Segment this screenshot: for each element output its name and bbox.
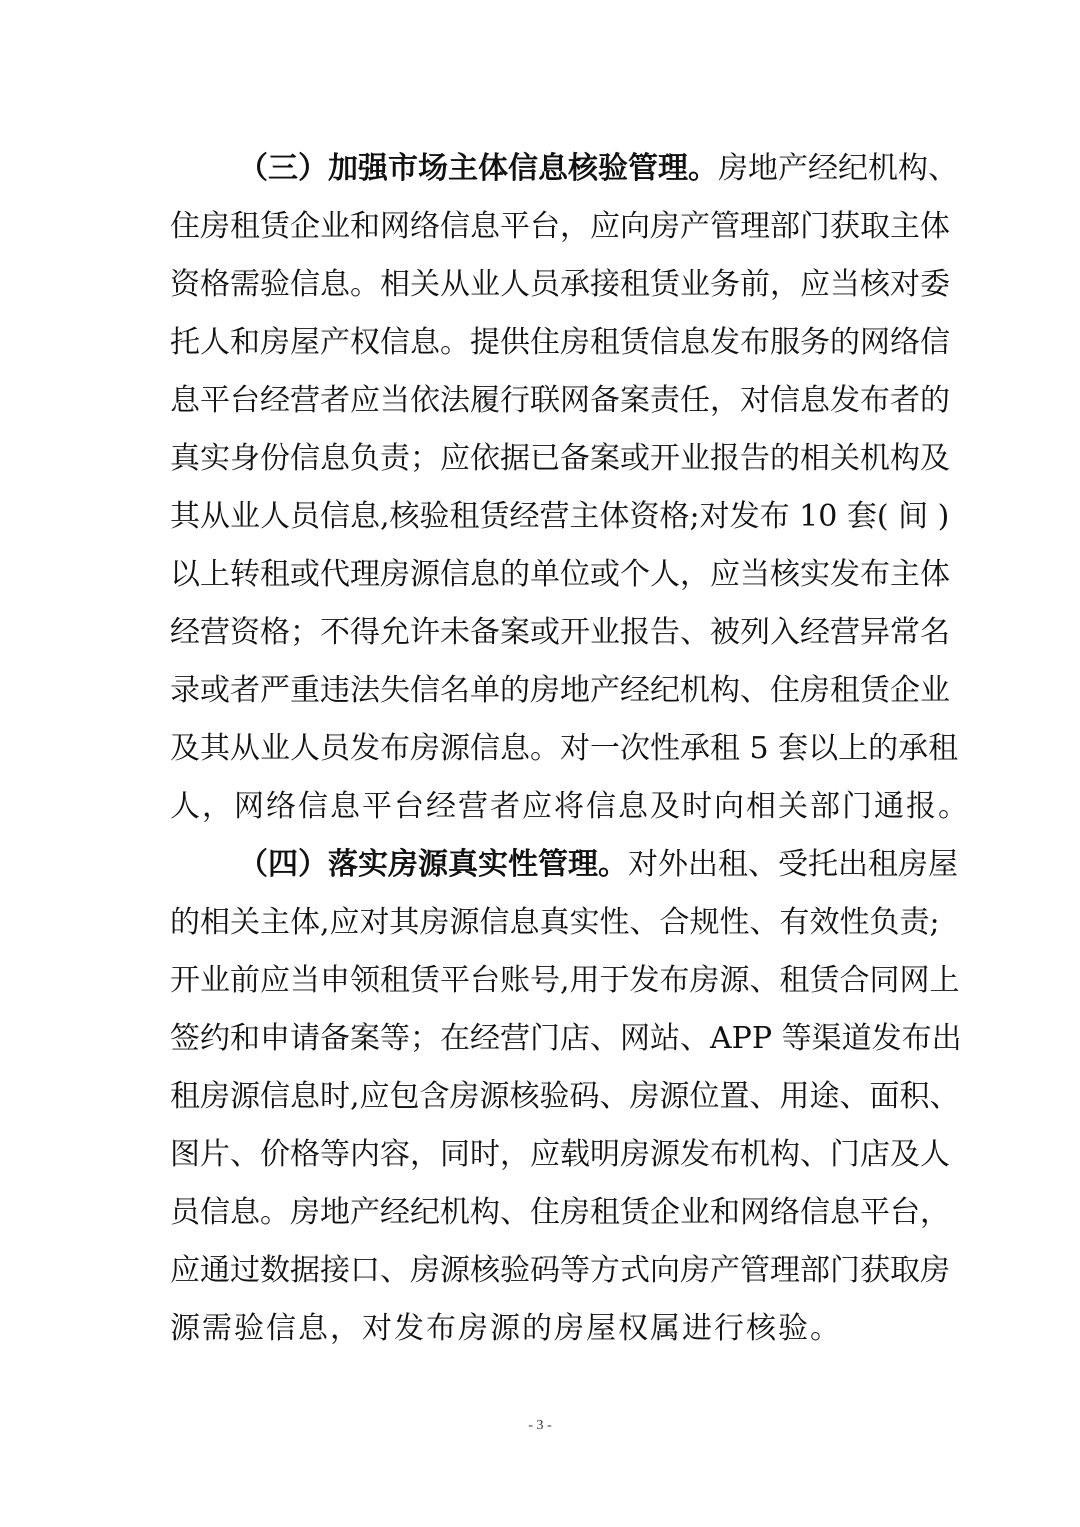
paragraph-line: 签约和申请备案等；在经营门店、网站、APP 等渠道发布出 — [170, 1021, 962, 1056]
paragraph-line: 其从业人员信息,核验租赁经营主体资格;对发布 10 套( 间 ) — [170, 499, 950, 534]
section-4-paragraph — [170, 836, 962, 1358]
paragraph-line-text: 对外出租、受托出租房屋 — [628, 847, 958, 882]
paragraph-line: 资格需验信息。相关从业人员承接租赁业务前，应当核对委 — [170, 267, 950, 302]
paragraph-line: 租房源信息时,应包含房源核验码、房源位置、用途、面积、 — [170, 1079, 960, 1114]
paragraph-line: 托人和房屋产权信息。提供住房租赁信息发布服务的网络信 — [170, 325, 950, 360]
section-4-heading: （四）落实房源真实性管理。 — [238, 847, 628, 882]
paragraph-line: 图片、价格等内容，同时，应载明房源发布机构、门店及人 — [170, 1137, 950, 1172]
paragraph-line: 人，网络信息平台经营者应将信息及时向相关部门通报。 — [170, 789, 970, 824]
paragraph-line — [170, 836, 958, 894]
paragraph-line: 及其从业人员发布房源信息。对一次性承租 5 套以上的承租 — [170, 731, 959, 766]
paragraph-line: 住房租赁企业和网络信息平台，应向房产管理部门获取主体 — [170, 209, 950, 244]
paragraph-line: 经营资格；不得允许未备案或开业报告、被列入经营异常名 — [170, 615, 950, 650]
paragraph-line: 员信息。房地产经纪机构、住房租赁企业和网络信息平台， — [170, 1195, 950, 1230]
paragraph-line — [170, 140, 958, 198]
paragraph-line: 源需验信息，对发布房源的房屋权属进行核验。 — [170, 1311, 842, 1346]
paragraph-line: 录或者严重违法失信名单的房地产经纪机构、住房租赁企业 — [170, 673, 950, 708]
page-number: - 3 - — [528, 1418, 552, 1433]
paragraph-line: 息平台经营者应当依法履行联网备案责任，对信息发布者的 — [170, 383, 950, 418]
paragraph-line: 的相关主体,应对其房源信息真实性、合规性、有效性负责; — [170, 905, 940, 940]
paragraph-line: 应通过数据接口、房源核验码等方式向房产管理部门获取房 — [170, 1253, 950, 1288]
section-3-paragraph — [170, 140, 970, 836]
paragraph-line: 真实身份信息负责；应依据已备案或开业报告的相关机构及 — [170, 441, 950, 476]
paragraph-line-text: 房地产经纪机构、 — [718, 151, 958, 186]
paragraph-line: 以上转租或代理房源信息的单位或个人，应当核实发布主体 — [170, 557, 950, 592]
section-3-heading: （三）加强市场主体信息核验管理。 — [238, 151, 718, 186]
paragraph-line: 开业前应当申领租赁平台账号,用于发布房源、租赁合同网上 — [170, 963, 960, 998]
